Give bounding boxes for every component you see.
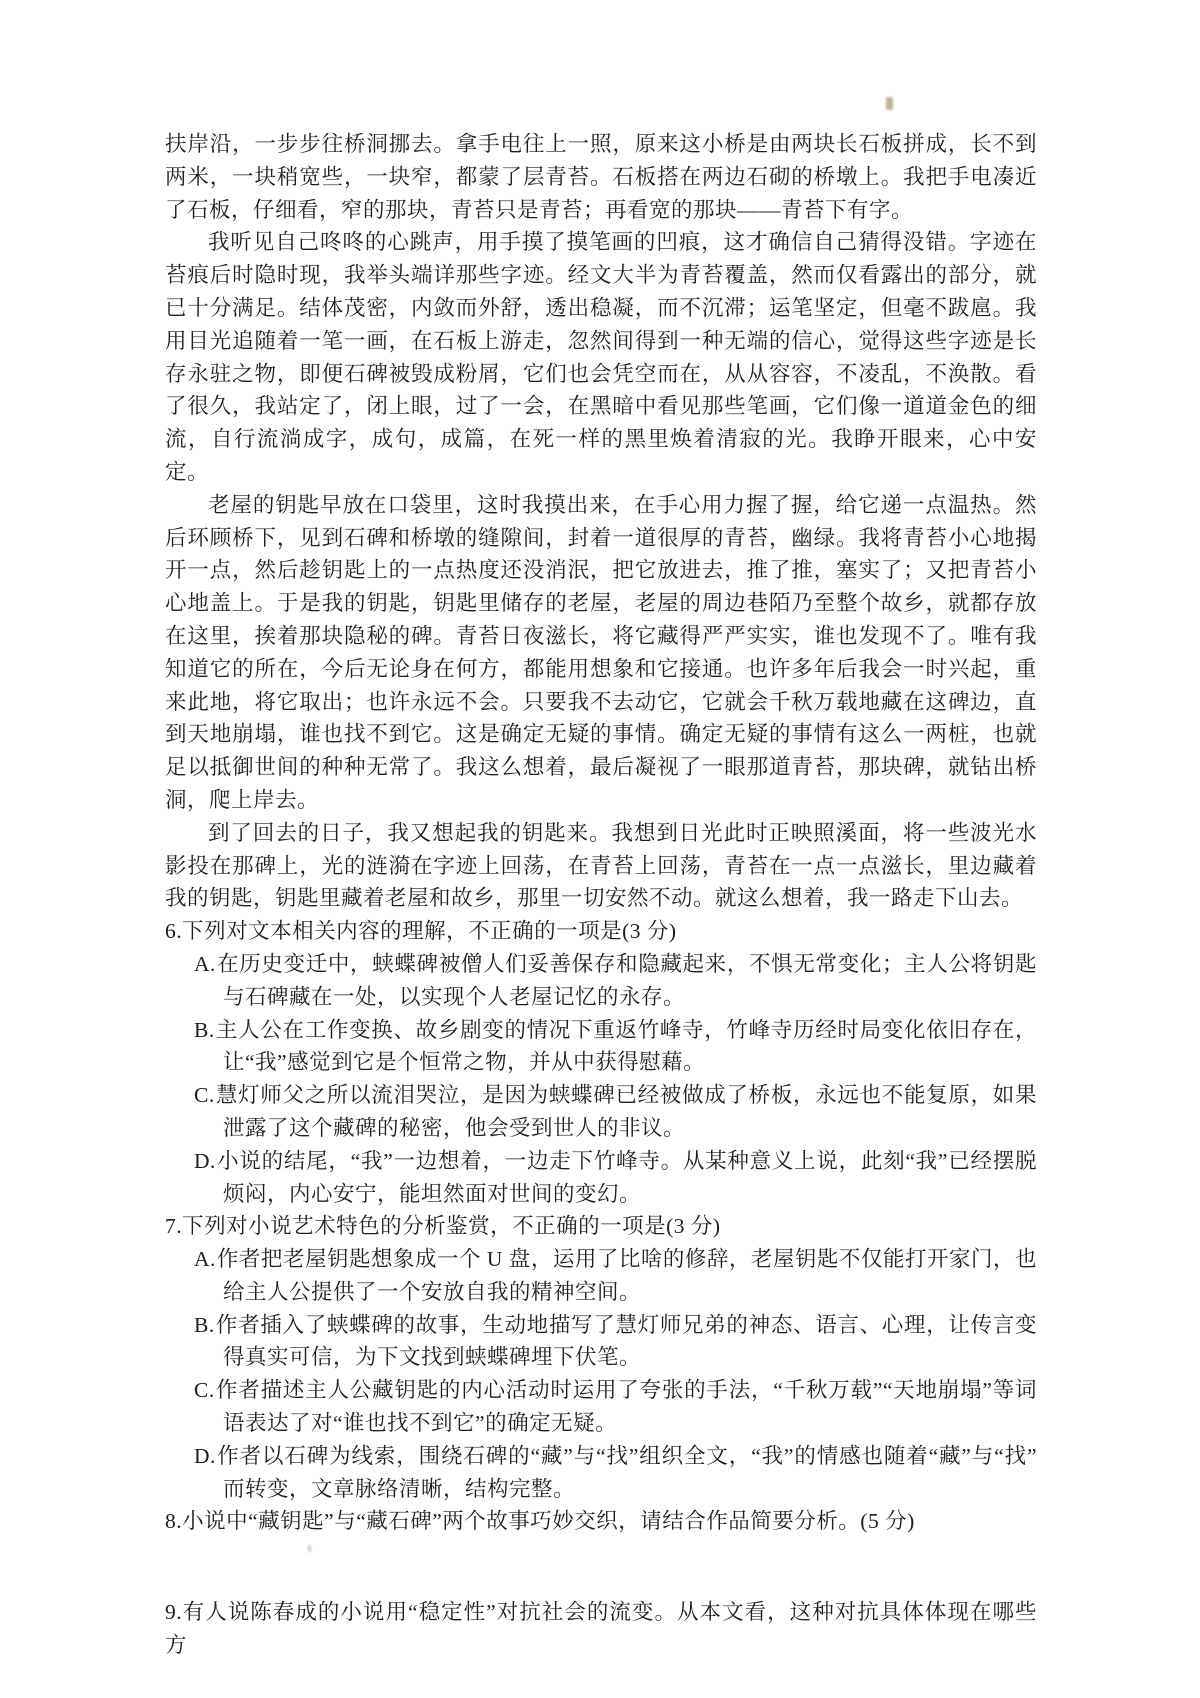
- scan-smudge-top: [886, 97, 893, 110]
- passage-paragraph-2: 我听见自己咚咚的心跳声，用手摸了摸笔画的凹痕，这才确信自己猜得没错。字迹在苔痕后时隐时现，我举头端详那些字迹。经文大半为青苔覆盖，然而仅看露出的部分，就已十分满足。结体茂密，内敛而外舒，透出稳凝，而不沉滞；运笔坚定，但毫不跋扈。我用目光追随着一笔一画，在石板上游走，忽然间得到一种无端的信心，觉得这些字迹是长存永驻之物，即便石碑被毁成粉屑，它们也会凭空而在，从从容容，不凌乱，不涣散。看了很久，我站定了，闭上眼，过了一会，在黑暗中看见那些笔画，它们像一道道金色的细流，自行流淌成字，成句，成篇，在死一样的黑里焕着清寂的光。我睁开眼来，心中安定。: [165, 230, 1037, 484]
- option-label: D.: [194, 1148, 216, 1173]
- question-6-option-d: [165, 1145, 1037, 1211]
- option-label: A.: [194, 951, 216, 976]
- option-text: 作者以石碑为线索，围绕石碑的“藏”与“找”组织全文，“我”的情感也随着“藏”与“找”而转变，文章脉络清晰，结构完整。: [216, 1443, 1037, 1501]
- question-6: [165, 915, 1037, 1210]
- passage-paragraph-3: 老屋的钥匙早放在口袋里，这时我摸出来，在手心用力握了握，给它递一点温热。然后环顾桥下，见到石碑和桥墩的缝隙间，封着一道很厚的青苔，幽绿。我将青苔小心地揭开一点，然后趁钥匙上的一点热度还没消泯，把它放进去，推了推，塞实了；又把青苔小心地盖上。于是我的钥匙，钥匙里储存的老屋，老屋的周边巷陌乃至整个故乡，就都存放在这里，挨着那块隐秘的碑。青苔日夜滋长，将它藏得严严实实，谁也发现不了。唯有我知道它的所在，今后无论身在何方，都能用想象和它接通。也许多年后我会一时兴起，重来此地，将它取出；也许永远不会。只要我不去动它，它就会千秋万载地藏在这碑边，直到天地崩塌，谁也找不到它。这是确定无疑的事情。确定无疑的事情有这么一两桩，也就足以抵御世间的种种无常了。我这么想着，最后凝视了一眼那道青苔，那块碑，就钻出桥洞，爬上岸去。: [165, 492, 1037, 812]
- question-6-stem: 6.下列对文本相关内容的理解，不正确的一项是(3 分): [165, 919, 677, 944]
- question-6-option-a: [165, 948, 1037, 1014]
- question-6-option-b: [165, 1014, 1037, 1080]
- option-label: C.: [194, 1083, 215, 1108]
- passage-paragraph-1: 扶岸沿，一步步往桥洞挪去。拿手电往上一照，原来这小桥是由两块长石板拼成，长不到两米，一块稍宽些，一块窄，都蒙了层青苔。石板搭在两边石砌的桥墩上。我把手电凑近了石板，仔细看，窄的那块，青苔只是青苔；再看宽的那块——青苔下有字。: [165, 132, 1037, 222]
- question-9-stem: 9.有人说陈春成的小说用“稳定性”对抗社会的流变。从本文看，这种对抗具体体现在哪些方: [165, 1600, 1037, 1658]
- question-7-option-d: [165, 1440, 1037, 1506]
- question-7-stem: 7.下列对小说艺术特色的分析鉴赏，不正确的一项是(3 分): [165, 1214, 721, 1239]
- question-6-option-c: [165, 1079, 1037, 1145]
- page-content: [165, 128, 1037, 1662]
- option-label: B.: [194, 1312, 215, 1337]
- question-8-stem: 8.小说中“藏钥匙”与“藏石碑”两个故事巧妙交织，请结合作品简要分析。(5 分): [165, 1509, 915, 1534]
- option-text: 慧灯师父之所以流泪哭泣，是因为蛱蝶碑已经被做成了桥板，永远也不能复原，如果泄露了这个藏碑的秘密，他会受到世人的非议。: [215, 1083, 1037, 1140]
- option-text: 主人公在工作变换、故乡剧变的情况下重返竹峰寺，竹峰寺历经时局变化依旧存在，让“我”感觉到它是个恒常之物，并从中获得慰藉。: [215, 1017, 1037, 1075]
- question-7-option-b: [165, 1309, 1037, 1375]
- option-label: A.: [194, 1247, 216, 1272]
- question-9: [165, 1596, 1037, 1662]
- question-8: [165, 1505, 1037, 1538]
- question-7-option-c: [165, 1374, 1037, 1440]
- option-text: 小说的结尾，“我”一边想着，一边走下竹峰寺。从某种意义上说，此刻“我”已经摆脱烦闷，内心安宁，能坦然面对世间的变幻。: [216, 1148, 1037, 1206]
- option-label: D.: [194, 1443, 216, 1468]
- option-text: 作者把老屋钥匙想象成一个 U 盘，运用了比啥的修辞，老屋钥匙不仅能打开家门，也给主人公提供了一个安放自我的精神空间。: [216, 1247, 1037, 1304]
- question-7: [165, 1210, 1037, 1505]
- option-text: 作者插入了蛱蝶碑的故事，生动地描写了慧灯师兄弟的神态、语言、心理，让传言变得真实可信，为下文找到蛱蝶碑埋下伏笔。: [215, 1312, 1037, 1370]
- question-7-option-a: [165, 1243, 1037, 1309]
- option-text: 作者描述主人公藏钥匙的内心活动时运用了夸张的手法，“千秋万载”“天地崩塌”等词语表达了对“谁也找不到它”的确定无疑。: [215, 1378, 1037, 1436]
- option-text: 在历史变迁中，蛱蝶碑被僧人们妥善保存和隐藏起来，不惧无常变化；主人公将钥匙与石碑藏在一处，以实现个人老屋记忆的永存。: [216, 951, 1037, 1009]
- option-label: C.: [194, 1378, 215, 1403]
- option-label: B.: [194, 1017, 215, 1042]
- passage-paragraph-4: 到了回去的日子，我又想起我的钥匙来。我想到日光此时正映照溪面，将一些波光水影投在那碑上，光的涟漪在字迹上回荡，在青苔上回荡，青苔在一点一点滋长，里边藏着我的钥匙，钥匙里藏着老屋和故乡，那里一切安然不动。就这么想着，我一路走下山去。: [165, 820, 1037, 911]
